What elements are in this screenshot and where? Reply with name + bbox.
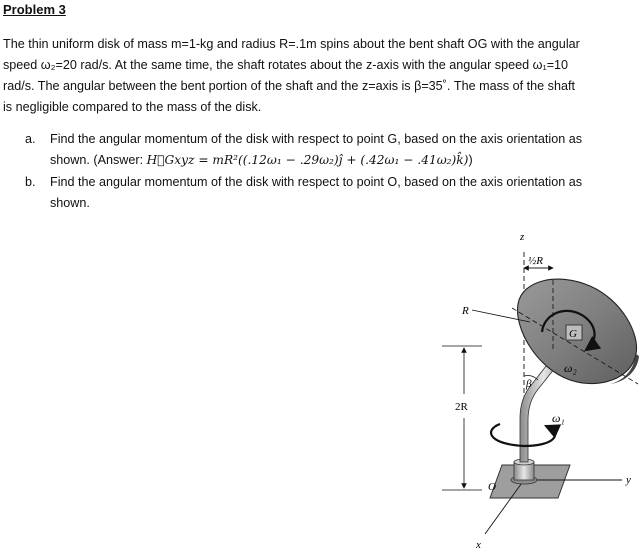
answer-prefix: shown. (Answer: [50, 153, 147, 167]
x-axis-label: x [476, 539, 481, 551]
beta-label: β [526, 378, 532, 390]
question-a [25, 129, 633, 171]
intro-line-3: rad/s. The angular between the bent portion of the shaft and the z=axis is β=35˚. The mass of the shaft [3, 79, 575, 93]
half-r-label: ½R [528, 255, 543, 267]
question-a-answer [50, 150, 633, 171]
point-g-label: G [569, 328, 577, 340]
intro-line-4: is negligible compared to the mass of the disk. [3, 100, 262, 114]
problem-statement [3, 34, 633, 118]
answer-equation: H⃗Gxyz = mR²((.12ω₁ − .29ω₂)ĵ + (.42ω₁ − .41ω₂)k̂) [146, 153, 469, 167]
omega1-label: ω₁ [552, 411, 565, 425]
question-b-label: b. [25, 175, 36, 189]
problem-title: Problem 3 [3, 2, 66, 17]
figure-svg [440, 222, 644, 552]
point-o-label: O [488, 481, 496, 493]
two-r-label: 2R [455, 401, 468, 413]
question-b [25, 172, 633, 214]
intro-line-2: speed ω₂=20 rad/s. At the same time, the shaft rotates about the z-axis with the angular speed ω₁=10 [3, 58, 569, 72]
question-list [25, 129, 633, 215]
intro-line-1: The thin uniform disk of mass m=1-kg and radius R=.1m spins about the bent shaft OG with the angular [3, 37, 580, 51]
question-a-label: a. [25, 132, 36, 146]
omega2-label: ω₂ [564, 361, 577, 375]
question-b-text: Find the angular momentum of the disk with respect to point O, based on the axis orientation as [50, 175, 583, 189]
radius-label: R [462, 305, 469, 317]
y-axis-label: y [626, 474, 631, 486]
answer-suffix: ) [468, 153, 473, 167]
disk-shaft-figure [440, 222, 644, 552]
question-a-text: Find the angular momentum of the disk with respect to point G, based on the axis orientation as [50, 132, 583, 146]
z-axis-label: z [520, 231, 525, 243]
question-b-text-2: shown. [50, 196, 90, 210]
